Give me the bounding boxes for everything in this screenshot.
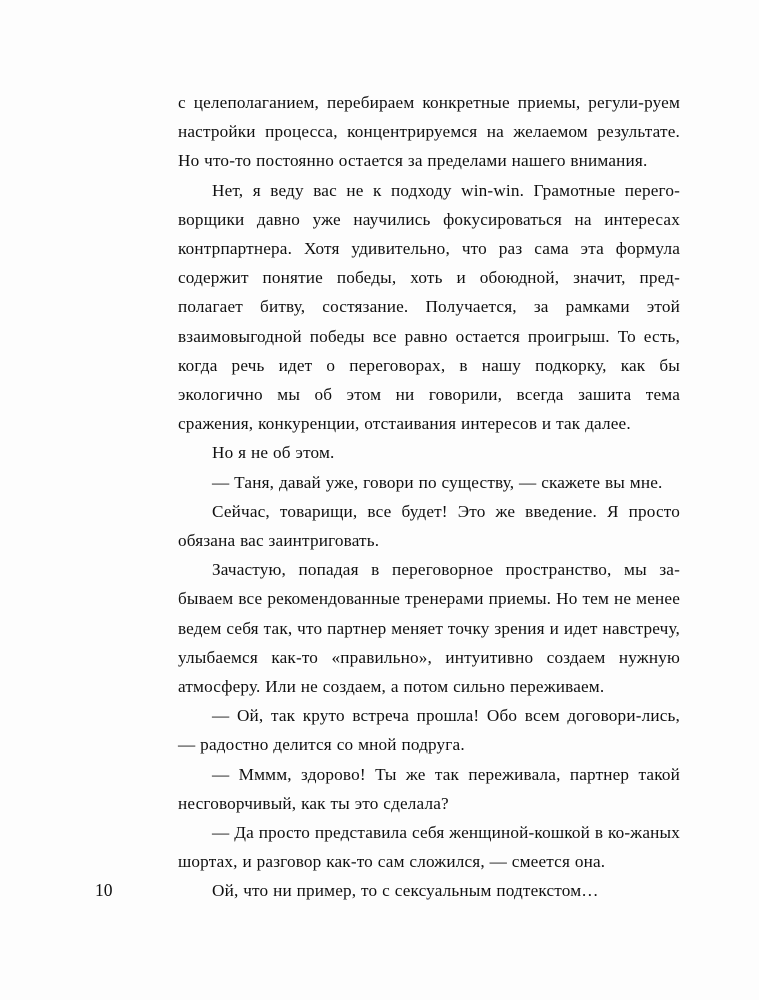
paragraph: — Да просто представила себя женщиной-кошкой в ко-жаных шортах, и разговор как-то сам сложился, — смеется она. <box>178 823 680 872</box>
paragraph: Зачастую, попадая в переговорное пространство, мы за-бываем все рекомендованные тренерами приемы. Но тем не менее ведем себя так, что партнер меняет точку зрения и идет навстречу, улыбаемся как-то «правильно», интуитивно создаем нужную атмосферу. Или не создаем, а потом сильно переживаем. <box>178 560 680 697</box>
page-number: 10 <box>95 880 113 900</box>
paragraph: Но я не об этом. <box>212 443 335 463</box>
paragraph: — Мммм, здорово! Ты же так переживала, партнер такой несговорчивый, как ты это сделала? <box>178 764 680 813</box>
body-text-column <box>178 88 680 906</box>
paragraph: Сейчас, товарищи, все будет! Это же введение. Я просто обязана вас заинтриговать. <box>178 501 680 551</box>
paragraph: — Ой, так круто встреча прошла! Обо всем договори-лись, — радостно делится со мной подруга. <box>178 706 680 755</box>
paragraph: Ой, что ни пример, то с сексуальным подтекстом… <box>212 881 599 901</box>
paragraph: с целеполаганием, перебираем конкретные приемы, регули-руем настройки процесса, концентрируемся на желаемом результате. Но что-то постоянно остается за пределами нашего внимания. <box>178 93 680 171</box>
paragraph: — Таня, давай уже, говори по существу, — скажете вы мне. <box>212 472 663 492</box>
paragraph: Нет, я веду вас не к подходу win-win. Грамотные перего-ворщики давно уже научились фокусироваться на интересах контрпартнера. Хотя удивительно, что раз сама эта формула содержит понятие победы, хоть и обоюдной, значит, пред-полагает битву, состязание. Получается, за рамками этой взаимовыгодной победы все равно остается проигрыш. То есть, когда речь идет о переговорах, в нашу подкорку, как бы экологично мы об этом ни говорили, всегда зашита тема сражения, конкуренции, отстаивания интересов и так далее. <box>178 180 680 434</box>
